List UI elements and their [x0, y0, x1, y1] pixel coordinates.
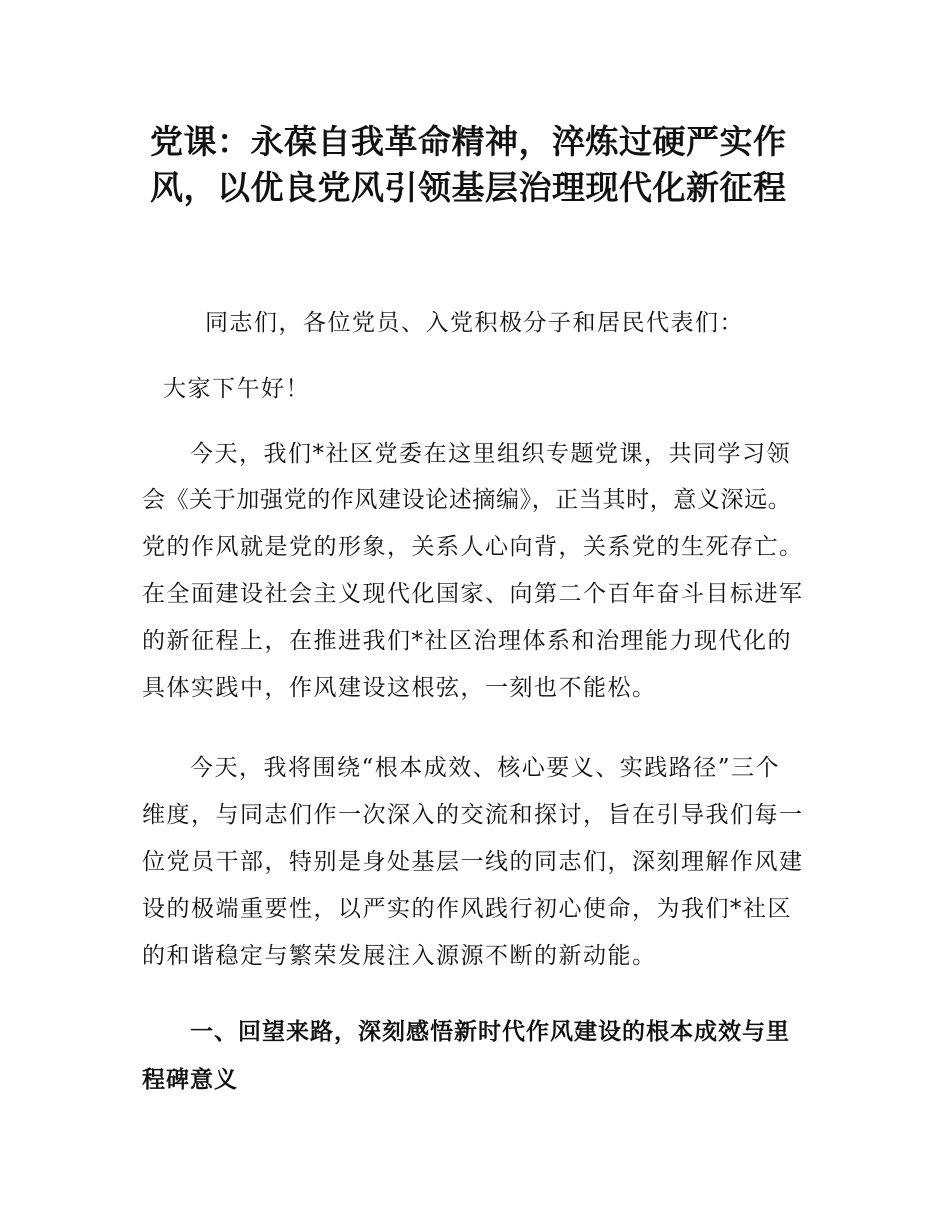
salutation: 大家下午好！ — [163, 376, 310, 402]
paragraph-line: 党的作风就是党的形象，关系人心向背，关系党的生死存亡。 — [142, 534, 804, 560]
paragraph-line: 在全面建设社会主义现代化国家、向第二个百年奋斗目标进军 — [142, 581, 804, 607]
title-line: 党课：永葆自我革命精神，淬炼过硬严实作 — [150, 122, 787, 161]
heading-line: 一、回望来路，深刻感悟新时代作风建设的根本成效与里 — [190, 1019, 790, 1045]
greeting: 同志们，各位党员、入党积极分子和居民代表们： — [205, 310, 744, 336]
paragraph-line: 今天，我们*社区党委在这里组织专题党课，共同学习领 — [190, 441, 791, 467]
title-line: 风，以优良党风引领基层治理现代化新征程 — [150, 168, 787, 207]
paragraph-line: 的新征程上，在推进我们*社区治理体系和治理能力现代化的 — [142, 628, 792, 654]
paragraph-line: 会《关于加强党的作风建设论述摘编》，正当其时，意义深远。 — [142, 487, 792, 513]
paragraph-line: 具体实践中，作风建设这根弦，一刻也不能松。 — [142, 675, 657, 701]
paragraph-line: 维度，与同志们作一次深入的交流和探讨，旨在引导我们每一 — [142, 802, 804, 828]
paragraph-line: 今天，我将围绕“根本成效、核心要义、实践路径”三个 — [190, 755, 781, 781]
paragraph-line: 位党员干部，特别是身处基层一线的同志们，深刻理解作风建 — [142, 849, 804, 875]
heading-line: 程碑意义 — [142, 1067, 238, 1093]
paragraph-line: 设的极端重要性，以严实的作风践行初心使命，为我们*社区 — [142, 896, 792, 922]
paragraph-line: 的和谐稳定与繁荣发展注入源源不断的新动能。 — [142, 943, 657, 969]
